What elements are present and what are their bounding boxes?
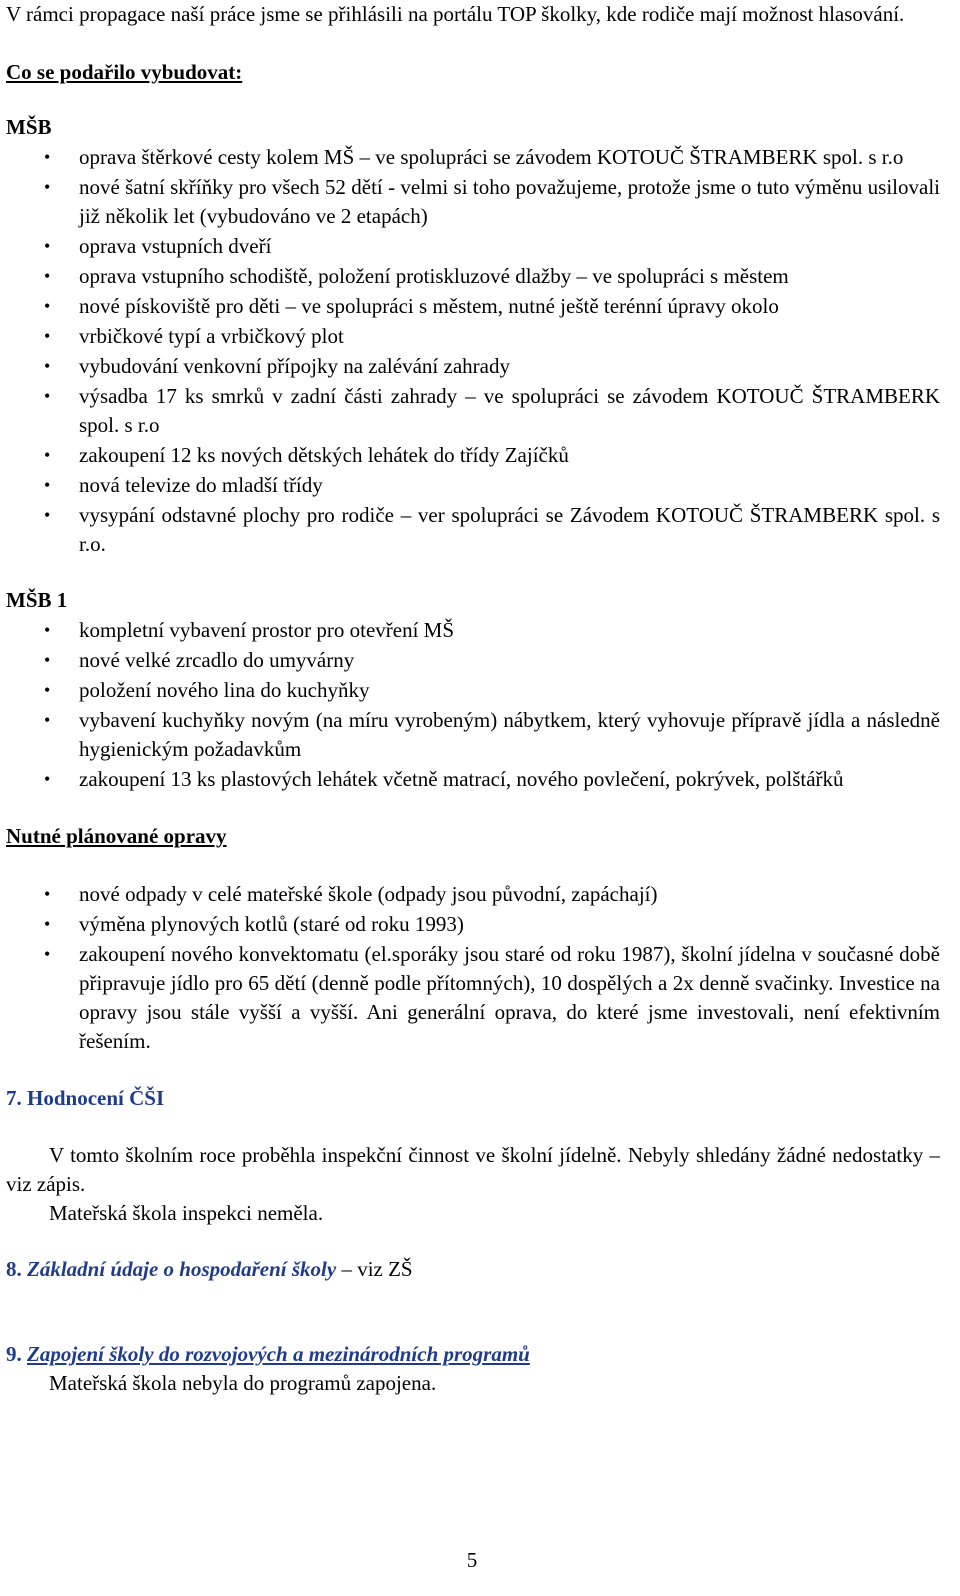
section-9-heading — [6, 1340, 940, 1369]
section-8-suffix: – viz ZŠ — [336, 1257, 413, 1281]
list-item: • nové velké zrcadlo do umyvárny — [6, 646, 940, 675]
section-7-paragraph — [6, 1141, 940, 1199]
section-7-title: Hodnocení ČŠI — [27, 1086, 165, 1110]
list-item: • nové odpady v celé mateřské škole (odpady jsou původní, zapáchají) — [6, 880, 940, 909]
list-item: • výměna plynových kotlů (staré od roku 1993) — [6, 910, 940, 939]
section-7-number: 7. — [6, 1086, 22, 1110]
section-8-title — [27, 1257, 336, 1281]
planned-heading: Nutné plánované opravy — [6, 824, 227, 848]
list-item: • oprava štěrkové cesty kolem MŠ – ve spolupráci se závodem KOTOUČ ŠTRAMBERK spol. s r.o — [6, 143, 940, 172]
list-item: • oprava vstupního schodiště, položení protiskluzové dlažby – ve spolupráci s městem — [6, 262, 940, 291]
list-item: • vybudování venkovní přípojky na zalévání zahrady — [6, 352, 940, 381]
list-item: • nové šatní skříňky pro všech 52 dětí - velmi si toho považujeme, protože jsme o tuto výměnu usilovali již několik let (vybudováno ve 2 etapách) — [6, 173, 940, 231]
list-item: • nové pískoviště pro děti – ve spolupráci s městem, nutné ještě terénní úpravy okolo — [6, 292, 940, 321]
list-item: • vybavení kuchyňky novým (na míru vyrobeným) nábytkem, který vyhovuje přípravě jídla a následně hygienickým požadavkům — [6, 706, 940, 764]
msb1-title: MŠB 1 — [6, 588, 68, 612]
section-9-paragraph: Mateřská škola nebyla do programů zapojena. — [49, 1371, 437, 1395]
section-8-heading — [6, 1255, 940, 1284]
section-7-heading — [6, 1084, 940, 1113]
msb1-list — [6, 616, 940, 794]
section-8-number: 8. — [6, 1257, 22, 1281]
list-item: • oprava vstupních dveří — [6, 232, 940, 261]
page-number: 5 — [466, 1548, 478, 1572]
list-item: • vysypání odstavné plochy pro rodiče – ver spolupráci se Závodem KOTOUČ ŠTRAMBERK spol. s r.o. — [6, 501, 940, 559]
list-item: • položení nového lina do kuchyňky — [6, 676, 940, 705]
section-9-number: 9. — [6, 1342, 22, 1366]
list-item: • zakoupení 13 ks plastových lehátek včetně matrací, nového povlečení, pokrývek, polštářků — [6, 765, 940, 794]
list-item: • nová televize do mladší třídy — [6, 471, 940, 500]
intro-paragraph: V rámci propagace naší práce jsme se přihlásili na portálu TOP školky, kde rodiče mají možnost hlasování. — [6, 2, 905, 26]
list-item: • zakoupení 12 ks nových dětských lehátek do třídy Zajíčků — [6, 441, 940, 470]
section-7-text: V tomto školním roce proběhla inspekční činnost ve školní jídelně. Nebyly shledány žádné nedostatky – viz zápis. — [6, 1143, 940, 1196]
built-heading: Co se podařilo vybudovat: — [6, 60, 243, 84]
section-9-title-text: Zapojení školy do rozvojových a mezinárodních programů — [27, 1342, 530, 1366]
section-8-title-text: Základní údaje o hospodaření školy — [27, 1257, 337, 1281]
list-item: • kompletní vybavení prostor pro otevření MŠ — [6, 616, 940, 645]
list-item: • vrbičkové typí a vrbičkový plot — [6, 322, 940, 351]
document-page — [6, 0, 940, 1398]
msb-list — [6, 143, 940, 559]
list-item: • zakoupení nového konvektomatu (el.sporáky jsou staré od roku 1987), školní jídelna v současné době připravuje jídlo pro 65 dětí (denně podle přítomných), 10 dospělých a 2x denně svačinky. Investice na opravy jsou stále vyšší a vyšší. Ani generální oprava, do které jsme investovali, není efektivním řešením. — [6, 940, 940, 1056]
section-9-title — [27, 1342, 530, 1366]
msb-title: MŠB — [6, 115, 52, 139]
planned-list — [6, 880, 940, 1056]
list-item: • výsadba 17 ks smrků v zadní části zahrady – ve spolupráci se závodem KOTOUČ ŠTRAMBERK spol. s r.o — [6, 382, 940, 440]
section-7-paragraph-2: Mateřská škola inspekci neměla. — [49, 1201, 324, 1225]
